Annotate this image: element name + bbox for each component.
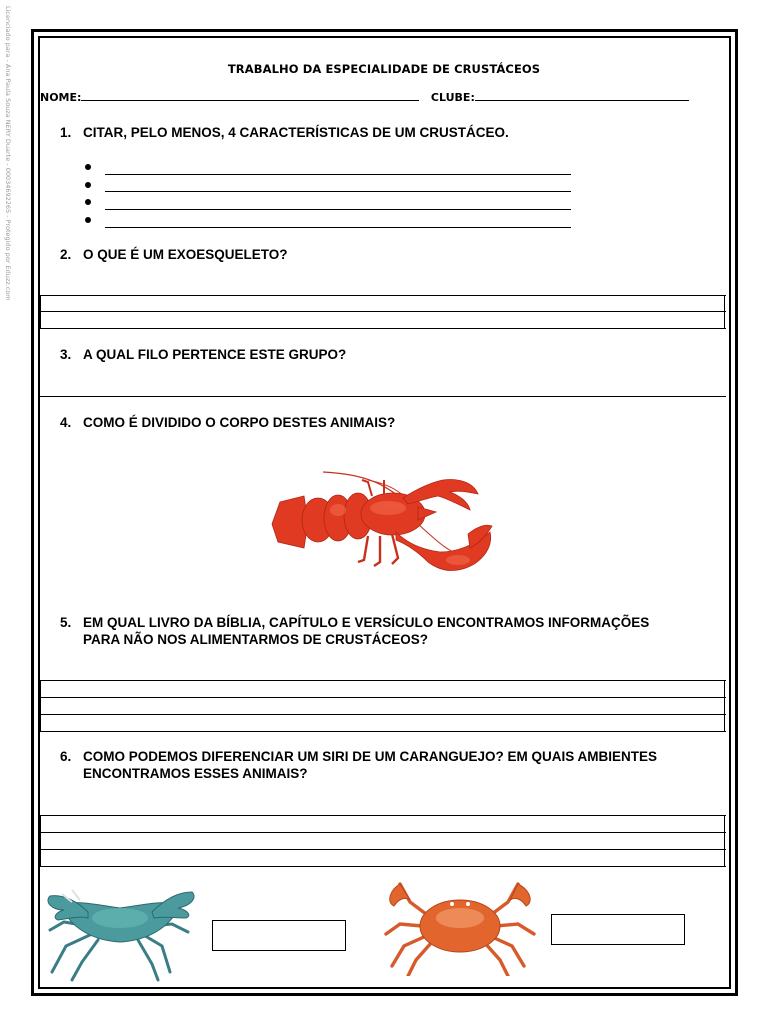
question-text: EM QUAL LIVRO DA BÍBLIA, CAPÍTULO E VERSÍCULO ENCONTRAMOS INFORMAÇÕES [83, 615, 650, 630]
question-2 [60, 246, 288, 263]
club-field[interactable] [475, 90, 689, 101]
table-edge [40, 680, 41, 731]
answer-box-blue-crab[interactable] [212, 920, 346, 951]
question-text: O QUE É UM EXOESQUELETO? [83, 247, 288, 262]
question-number: 4. [60, 415, 72, 430]
name-field[interactable] [81, 90, 419, 101]
table-edge [724, 815, 725, 866]
question-text: COMO É DIVIDIDO O CORPO DESTES ANIMAIS? [83, 415, 396, 430]
answer-line[interactable] [105, 209, 571, 210]
club-label: CLUBE: [430, 91, 475, 104]
table-edge [724, 680, 725, 731]
question-number: 3. [60, 347, 72, 362]
answer-line[interactable] [40, 866, 726, 867]
question-text-cont: PARA NÃO NOS ALIMENTARMOS DE CRUSTÁCEOS? [83, 632, 429, 647]
answer-line[interactable] [40, 328, 726, 329]
bullet [85, 182, 91, 188]
name-label: NOME: [40, 91, 82, 104]
question-3 [60, 346, 346, 363]
question-number: 1. [60, 125, 72, 140]
answer-line[interactable] [105, 227, 571, 228]
answer-line[interactable] [40, 311, 726, 312]
table-edge [40, 815, 41, 866]
question-number: 2. [60, 247, 72, 262]
bullet [85, 164, 91, 170]
answer-line[interactable] [105, 174, 571, 175]
answer-line[interactable] [40, 396, 726, 397]
answer-line[interactable] [40, 815, 726, 816]
bullet [85, 217, 91, 223]
question-text: CITAR, PELO MENOS, 4 CARACTERÍSTICAS DE UM CRUSTÁCEO. [83, 125, 509, 140]
lobster-image [268, 452, 500, 594]
question-number: 6. [60, 749, 72, 764]
table-edge [40, 295, 41, 328]
table-edge [724, 295, 725, 328]
question-number: 5. [60, 615, 72, 630]
blue-crab-image [42, 882, 198, 982]
answer-line[interactable] [40, 697, 726, 698]
question-6 [60, 748, 728, 782]
name-club-row [40, 90, 689, 104]
license-watermark: Licenciado para - Ana Paula Souza NERY Duarte - 00034692265 - Protegido por Eduzz.com [4, 6, 12, 301]
answer-box-red-crab[interactable] [551, 914, 685, 945]
question-1 [60, 124, 509, 141]
question-text: COMO PODEMOS DIFERENCIAR UM SIRI DE UM CARANGUEJO? EM QUAIS AMBIENTES [83, 749, 658, 764]
question-5 [60, 614, 728, 648]
answer-line[interactable] [40, 714, 726, 715]
answer-line[interactable] [40, 849, 726, 850]
answer-line[interactable] [40, 832, 726, 833]
answer-line[interactable] [40, 731, 726, 732]
answer-line[interactable] [40, 295, 726, 296]
question-4 [60, 414, 395, 431]
bullet [85, 199, 91, 205]
answer-line[interactable] [105, 191, 571, 192]
worksheet-title: TRABALHO DA ESPECIALIDADE DE CRUSTÁCEOS [227, 62, 541, 76]
question-text-cont: ENCONTRAMOS ESSES ANIMAIS? [83, 766, 308, 781]
answer-line[interactable] [40, 680, 726, 681]
question-text: A QUAL FILO PERTENCE ESTE GRUPO? [83, 347, 347, 362]
red-crab-image [382, 880, 538, 976]
